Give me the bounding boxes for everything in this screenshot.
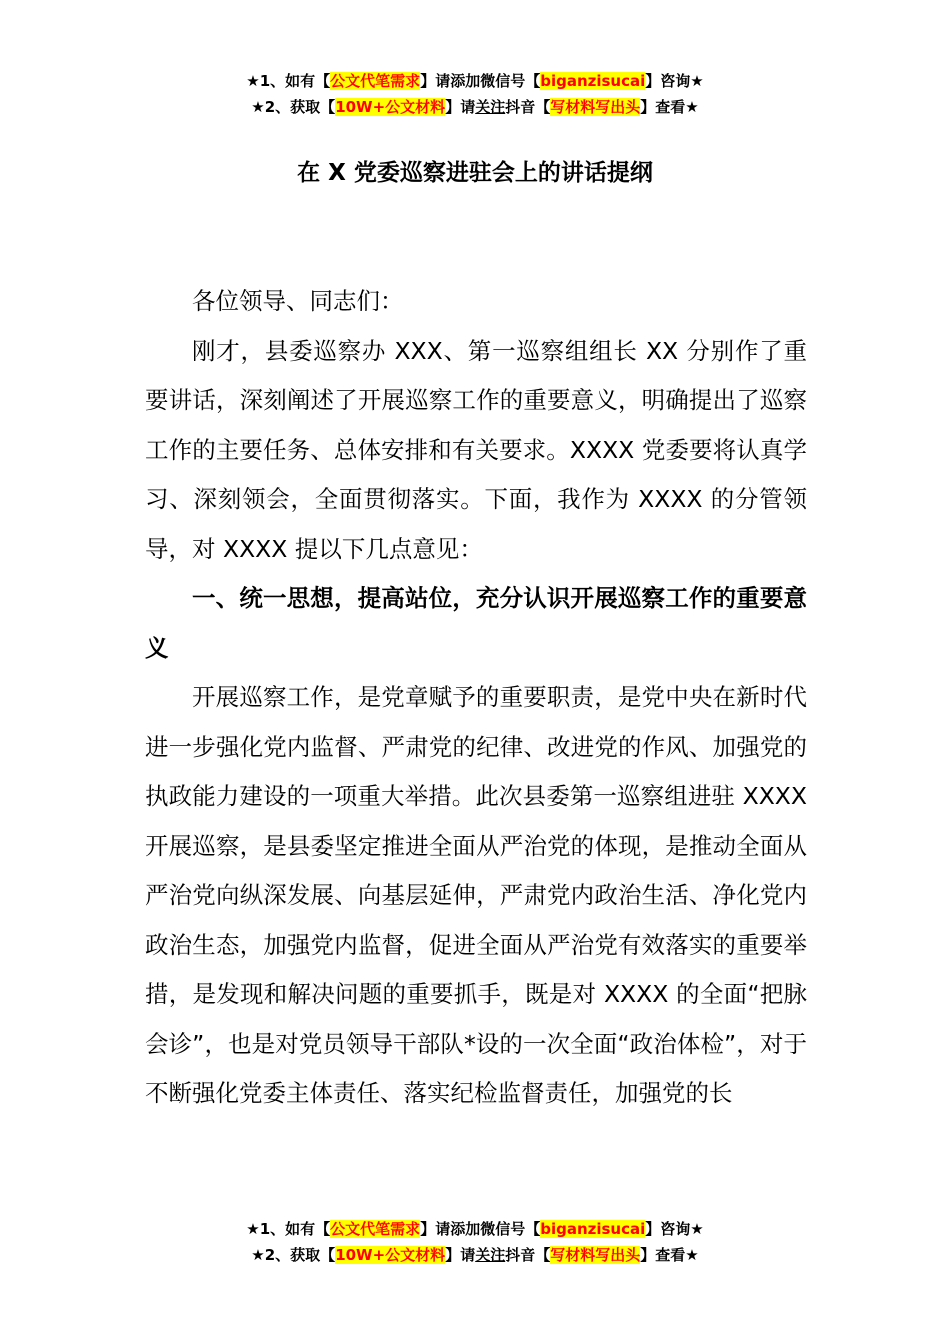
banner-underlined-text: 关注	[475, 98, 506, 116]
greeting: 各位领导、同志们：	[192, 287, 404, 315]
body-paragraph: 刚才，县委巡察办 XXX、第一巡察组组长 XX 分别作了重要讲话，深刻阐述了开展巡察工作的重要意义，明确提出了巡察工作的主要任务、总体安排和有关要求。XXXX 党委要将认真学习、深刻领会，全面贯彻落实。下面，我作为 XXXX 的分管领导，对 XXXX 提以下几点意见：	[145, 336, 807, 563]
banner-highlight: 写材料写出头	[550, 98, 641, 116]
body-paragraph: 开展巡察工作，是党章赋予的重要职责，是党中央在新时代进一步强化党内监督、严肃党的纪律、改进党的作风、加强党的执政能力建设的一项重大举措。此次县委第一巡察组进驻 XXXX 开展巡察，是县委坚定推进全面从严治党的体现，是推动全面从严治党向纵深发展、向基层延伸，严肃党内政治生活、净化党内政治生态，加强党内监督，促进全面从严治党有效落实的重要举措，是发现和解决问题的重要抓手，既是对 XXXX 的全面“把脉会诊”，也是对党员领导干部队*设的一次全面“政治体检”，对于不断强化党委主体责任、落实纪检监督责任，加强党的长	[145, 683, 807, 1107]
banner-highlight: 公文代笔需求	[330, 1220, 421, 1238]
banner-highlight: 10W+公文材料	[335, 98, 446, 116]
footer-banner	[0, 1216, 950, 1268]
banner-wechat-id: biganzisucai	[540, 1220, 646, 1238]
banner-highlight: 10W+公文材料	[335, 1246, 446, 1264]
banner-line-2: ★2、获取【10W+公文材料】请关注抖音【写材料写出头】查看★	[251, 98, 699, 116]
banner-highlight: 写材料写出头	[550, 1246, 641, 1264]
section-heading: 一、统一思想，提高站位，充分认识开展巡察工作的重要意义	[145, 584, 807, 662]
document-title: 在 X 党委巡察进驻会上的讲话提纲	[297, 160, 653, 186]
banner-highlight: 公文代笔需求	[330, 72, 421, 90]
banner-underlined-text: 关注	[475, 1246, 506, 1264]
banner-line-1: ★1、如有【公文代笔需求】请添加微信号【biganzisucai】咨询★	[246, 72, 704, 90]
header-banner	[0, 68, 950, 120]
banner-wechat-id: biganzisucai	[540, 72, 646, 90]
document-body	[145, 277, 807, 1119]
banner-line-2: ★2、获取【10W+公文材料】请关注抖音【写材料写出头】查看★	[251, 1246, 699, 1264]
banner-line-1: ★1、如有【公文代笔需求】请添加微信号【biganzisucai】咨询★	[246, 1220, 704, 1238]
